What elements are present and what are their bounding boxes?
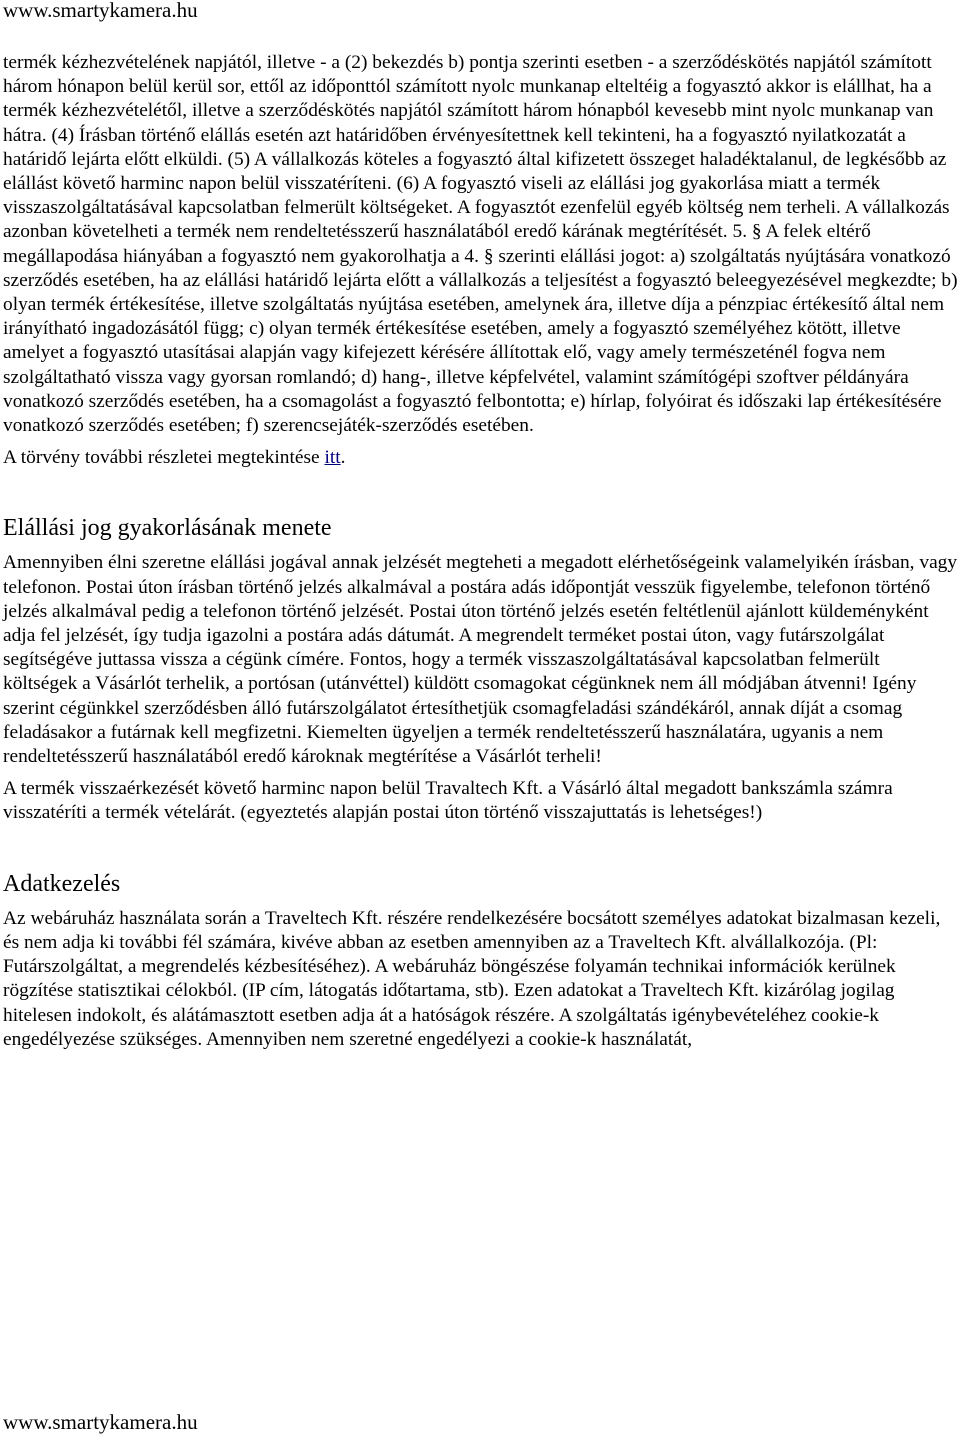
section-heading-elallas: Elállási jog gyakorlásának menete (3, 515, 332, 542)
adatkezeles-paragraph-1: Az webáruház használata során a Traveltech Kft. részére rendelkezésére bocsátott személyes adatokat bizalmasan kezeli, és nem adja ki további fél számára, kivéve abban az esetben amennyiben az a Traveltech Kft. alvállalkozója. (Pl: Futárszolgáltat, a megrendelés kézbesítéséhez). A webáruház böngészése folyamán technikai információk kerülnek rögzítése statisztikai célokból. (IP cím, látogatás időtartama, stb). Ezen adatokat a Traveltech Kft. kizárólag jogilag hitelesen indokolt, és alátámasztott esetben adja át a hatóságok részére. A szolgáltatás igénybevételéhez cookie-k engedélyezése szükséges. Amennyiben nem szeretné engedélyezi a cookie-k használatát, (3, 907, 941, 1050)
law-more-text-end: . (340, 447, 346, 469)
intro-paragraph: termék kézhezvételének napjától, illetve - a (2) bekezdés b) pontja szerinti esetben - a szerződéskötés napjától számított három hónapon belül kerül sor, ettől az időponttól számított nyolc munkanap elteltéig a fogyasztó akkor is elállhat, ha a termék kézhezvételétől, illetve a szerződéskötés napjától számított három hónapból kevesebb mint nyolc munkanap van hátra. (4) Írásban történő elállás esetén azt határidőben érvényesítettnek kell tekinteni, ha a fogyasztó nyilatkozatát a határidő lejárta előtt elküldi. (5) A vállalkozás köteles a fogyasztó által kifizetett összeget haladéktalanul, de legkésőbb az elállást követő harminc napon belül visszatéríteni. (6) A fogyasztó viseli az elállási jog gyakorlása miatt a termék visszaszolgáltatásával kapcsolatban felmerült költségeket. A fogyasztót ezenfelül egyéb költség nem terheli. A vállalkozás azonban követelheti a termék nem rendeltetésszerű használatából eredő kárának megtérítését. 5. § A felek eltérő megállapodása hiányában a fogyasztó nem gyakorolhatja a 4. § szerinti elállási jogot: a) szolgáltatás nyújtására vonatkozó szerződés esetében, ha az elállási határidő lejárta előtt a vállalkozás a teljesítést a fogyasztó beleegyezésével megkezdte; b) olyan termék értékesítése, illetve szolgáltatás nyújtása esetében, amelynek ára, illetve díja a pénzpiac értékesítő által nem irányítható ingadozásától függ; c) olyan termék értékesítése esetében, amely a fogyasztó személyéhez kötött, illetve amelyet a fogyasztó utasításai alapján vagy kifejezett kérésére állítottak elő, vagy amely természeténél fogva nem szolgáltatható vissza vagy gyorsan romlandó; d) hang-, illetve képfelvétel, valamint számítógépi szoftver példányára vonatkozó szerződés esetében, ha a csomagolást a fogyasztó felbontotta; e) hírlap, folyóirat és időszaki lap értékesítésére vonatkozó szerződés esetében; f) szerencsejáték-szerződés esetében. (3, 52, 958, 437)
elallas-paragraph-1: Amennyiben élni szeretne elállási jogával annak jelzését megteheti a megadott elérhetőségeink valamelyikén írásban, vagy telefonon. Postai úton írásban történő jelzés alkalmával a postára adás időpontját vesszük figyelembe, telefonon történő jelzés alkalmával pedig a telefonon történő jelzését. Postai úton történő jelzés esetén feltétlenül ajánlott küldeményként adja fel jelzését, így tudja igazolni a postára adás dátumát. A megrendelt terméket postai úton, vagy futárszolgálat segítségéve juttassa vissza a cégünk címére. Fontos, hogy a termék visszaszolgáltatásával kapcsolatban felmerült költségek a Vásárlót terhelik, a portósan (utánvéttel) küldött csomagokat cégünknek nem áll módjában átvenni! Igény szerint cégünkkel szerződésben álló futárszolgálatot értesíthetjük csomagfeladási szándékáról, annak díját a csomag feladásakor a futárnak kell megfizetni. Kiemelten ügyeljen a termék rendeltetésszerű használatára, ugyanis a nem rendeltetésszerű használatából eredő károknak megtérítése a Vásárlót terheli! (3, 552, 958, 768)
elallas-paragraph-2: A termék visszaérkezését követő harminc napon belül Travaltech Kft. a Vásárló által megadott bankszámla számra visszatéríti a termék vételárát. (egyeztetés alapján postai úton történő visszajuttatás is lehetséges!) (3, 778, 893, 824)
footer-url: www.smartykamera.hu (3, 1410, 198, 1434)
law-more-paragraph (3, 446, 958, 470)
section-heading-adatkezeles: Adatkezelés (3, 870, 121, 897)
header-url: www.smartykamera.hu (3, 0, 198, 22)
law-more-text: A törvény további részletei megtekintése (3, 447, 325, 469)
document-content (3, 51, 958, 1052)
law-more-link[interactable]: itt (324, 447, 341, 469)
